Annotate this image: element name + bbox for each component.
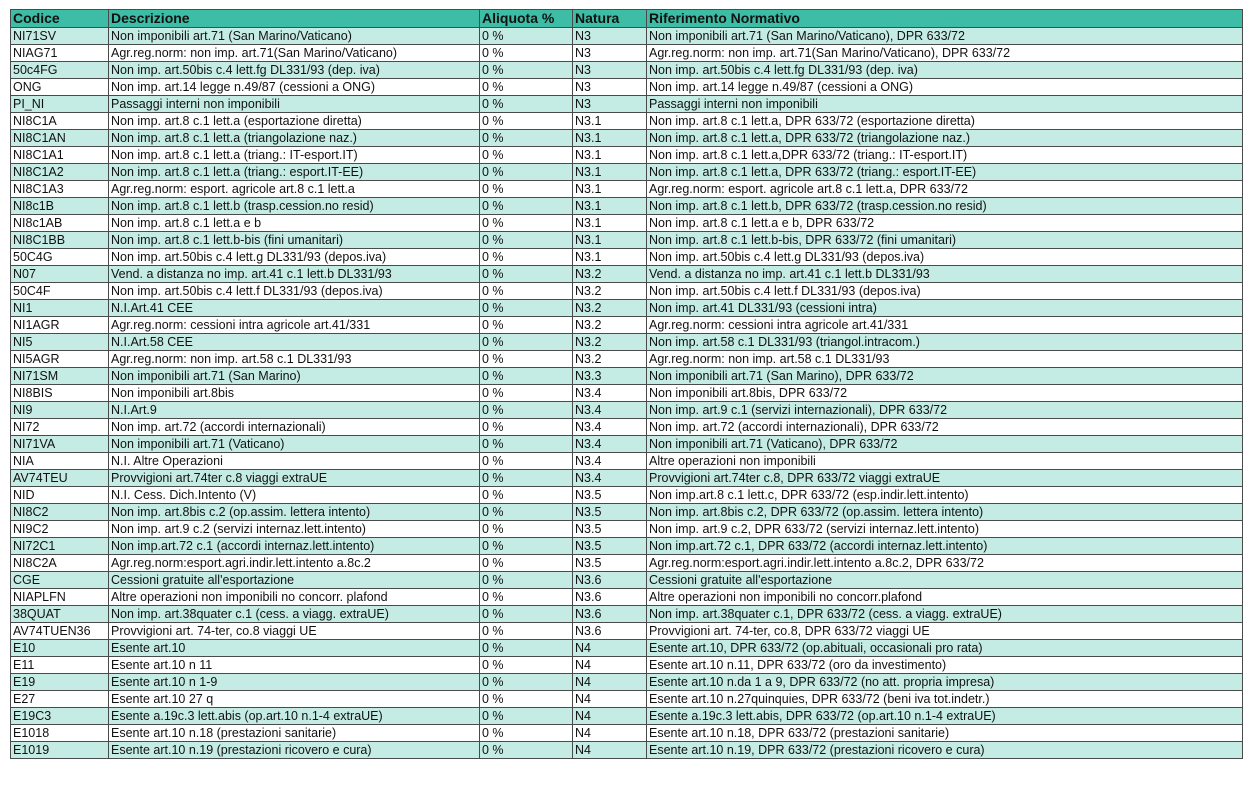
cell-aliquota[interactable]: 0 % [480, 28, 573, 45]
cell-aliquota[interactable]: 0 % [480, 470, 573, 487]
table-row[interactable] [11, 79, 1243, 96]
table-row[interactable] [11, 674, 1243, 691]
cell-aliquota[interactable]: 0 % [480, 334, 573, 351]
table-row[interactable] [11, 419, 1243, 436]
cell-aliquota[interactable]: 0 % [480, 45, 573, 62]
cell-codice[interactable]: NI71VA [11, 436, 109, 453]
cell-aliquota[interactable]: 0 % [480, 640, 573, 657]
cell-aliquota[interactable]: 0 % [480, 555, 573, 572]
cell-riferimento[interactable]: Non imp.art.72 c.1, DPR 633/72 (accordi internaz.lett.intento) [647, 538, 1243, 555]
cell-codice[interactable]: NI9 [11, 402, 109, 419]
table-row[interactable] [11, 130, 1243, 147]
cell-natura[interactable]: N3.5 [573, 504, 647, 521]
header-aliquota: Aliquota % [480, 10, 573, 28]
cell-codice[interactable]: NI8C1A [11, 113, 109, 130]
cell-codice[interactable]: NI8c1B [11, 198, 109, 215]
cell-aliquota[interactable]: 0 % [480, 79, 573, 96]
cell-codice[interactable]: NI72 [11, 419, 109, 436]
cell-riferimento[interactable]: Esente art.10 n.18, DPR 633/72 (prestazioni sanitarie) [647, 725, 1243, 742]
table-row[interactable] [11, 521, 1243, 538]
cell-riferimento[interactable]: Non imp. art.8 c.1 lett.a, DPR 633/72 (triang.: esport.IT-EE) [647, 164, 1243, 181]
cell-descrizione[interactable]: N.I.Art.58 CEE [109, 334, 480, 351]
cell-descrizione[interactable]: Non imp. art.50bis c.4 lett.fg DL331/93 (dep. iva) [109, 62, 480, 79]
cell-riferimento[interactable]: Non imponibili art.8bis, DPR 633/72 [647, 385, 1243, 402]
cell-aliquota[interactable]: 0 % [480, 266, 573, 283]
cell-riferimento[interactable]: Non imp. art.50bis c.4 lett.f DL331/93 (depos.iva) [647, 283, 1243, 300]
cell-codice[interactable]: NI8C1A1 [11, 147, 109, 164]
cell-natura[interactable]: N3.4 [573, 385, 647, 402]
cell-natura[interactable]: N3 [573, 45, 647, 62]
table-row[interactable] [11, 317, 1243, 334]
table-row[interactable] [11, 504, 1243, 521]
cell-codice[interactable]: NIAPLFN [11, 589, 109, 606]
table-row[interactable] [11, 436, 1243, 453]
cell-aliquota[interactable]: 0 % [480, 538, 573, 555]
cell-descrizione[interactable]: Non imp. art.8 c.1 lett.b (trasp.cession.no resid) [109, 198, 480, 215]
table-row[interactable] [11, 555, 1243, 572]
cell-natura[interactable]: N3.1 [573, 113, 647, 130]
cell-natura[interactable]: N3.4 [573, 419, 647, 436]
cell-riferimento[interactable]: Non imp. art.50bis c.4 lett.fg DL331/93 (dep. iva) [647, 62, 1243, 79]
cell-natura[interactable]: N4 [573, 657, 647, 674]
table-row[interactable] [11, 147, 1243, 164]
table-row[interactable] [11, 164, 1243, 181]
cell-riferimento[interactable]: Agr.reg.norm: cessioni intra agricole art.41/331 [647, 317, 1243, 334]
cell-descrizione[interactable]: Non imp. art.8 c.1 lett.b-bis (fini umanitari) [109, 232, 480, 249]
cell-aliquota[interactable]: 0 % [480, 198, 573, 215]
cell-riferimento[interactable]: Non imponibili art.71 (San Marino), DPR 633/72 [647, 368, 1243, 385]
cell-descrizione[interactable]: Altre operazioni non imponibili no concorr. plafond [109, 589, 480, 606]
cell-natura[interactable]: N4 [573, 674, 647, 691]
vat-codes-sheet [10, 9, 1243, 759]
cell-aliquota[interactable]: 0 % [480, 283, 573, 300]
table-row[interactable] [11, 334, 1243, 351]
cell-riferimento[interactable]: Esente art.10, DPR 633/72 (op.abituali, occasionali pro rata) [647, 640, 1243, 657]
cell-aliquota[interactable]: 0 % [480, 130, 573, 147]
cell-codice[interactable]: 50c4FG [11, 62, 109, 79]
cell-riferimento[interactable]: Esente a.19c.3 lett.abis, DPR 633/72 (op.art.10 n.1-4 extraUE) [647, 708, 1243, 725]
header-descrizione: Descrizione [109, 10, 480, 28]
cell-natura[interactable]: N3.4 [573, 402, 647, 419]
cell-aliquota[interactable]: 0 % [480, 708, 573, 725]
header-riferimento: Riferimento Normativo [647, 10, 1243, 28]
cell-descrizione[interactable]: Esente art.10 27 q [109, 691, 480, 708]
cell-riferimento[interactable]: Non imponibili art.71 (Vaticano), DPR 633/72 [647, 436, 1243, 453]
table-row[interactable] [11, 640, 1243, 657]
vat-codes-table [10, 9, 1243, 759]
cell-codice[interactable]: N07 [11, 266, 109, 283]
cell-descrizione[interactable]: Provvigioni art. 74-ter, co.8 viaggi UE [109, 623, 480, 640]
cell-aliquota[interactable]: 0 % [480, 623, 573, 640]
cell-riferimento[interactable]: Agr.reg.norm:esport.agri.indir.lett.intento a.8c.2, DPR 633/72 [647, 555, 1243, 572]
cell-natura[interactable]: N4 [573, 640, 647, 657]
table-row[interactable] [11, 300, 1243, 317]
table-row[interactable] [11, 725, 1243, 742]
cell-codice[interactable]: NI8C1A2 [11, 164, 109, 181]
cell-riferimento[interactable]: Non imp. art.41 DL331/93 (cessioni intra) [647, 300, 1243, 317]
cell-aliquota[interactable]: 0 % [480, 147, 573, 164]
table-row[interactable] [11, 113, 1243, 130]
cell-codice[interactable]: E11 [11, 657, 109, 674]
cell-descrizione[interactable]: N.I.Art.41 CEE [109, 300, 480, 317]
cell-natura[interactable]: N3.6 [573, 606, 647, 623]
cell-aliquota[interactable]: 0 % [480, 215, 573, 232]
cell-aliquota[interactable]: 0 % [480, 436, 573, 453]
cell-codice[interactable]: NI8C2A [11, 555, 109, 572]
cell-aliquota[interactable]: 0 % [480, 657, 573, 674]
cell-riferimento[interactable]: Esente art.10 n.11, DPR 633/72 (oro da investimento) [647, 657, 1243, 674]
cell-descrizione[interactable]: Passaggi interni non imponibili [109, 96, 480, 113]
cell-aliquota[interactable]: 0 % [480, 164, 573, 181]
cell-descrizione[interactable]: Non imp. art.9 c.2 (servizi internaz.lett.intento) [109, 521, 480, 538]
cell-natura[interactable]: N3.1 [573, 198, 647, 215]
cell-natura[interactable]: N3.1 [573, 164, 647, 181]
cell-codice[interactable]: NI8C1AN [11, 130, 109, 147]
table-row[interactable] [11, 572, 1243, 589]
cell-codice[interactable]: NI1 [11, 300, 109, 317]
cell-riferimento[interactable]: Non imp. art.72 (accordi internazionali), DPR 633/72 [647, 419, 1243, 436]
cell-aliquota[interactable]: 0 % [480, 113, 573, 130]
cell-codice[interactable]: NID [11, 487, 109, 504]
cell-codice[interactable]: 50C4G [11, 249, 109, 266]
table-row[interactable] [11, 368, 1243, 385]
cell-descrizione[interactable]: Non imp. art.8 c.1 lett.a (triangolazione naz.) [109, 130, 480, 147]
cell-aliquota[interactable]: 0 % [480, 606, 573, 623]
cell-descrizione[interactable]: Non imp. art.8 c.1 lett.a (triang.: IT-esport.IT) [109, 147, 480, 164]
cell-riferimento[interactable]: Esente art.10 n.19, DPR 633/72 (prestazioni ricovero e cura) [647, 742, 1243, 759]
cell-riferimento[interactable]: Non imp. art.8 c.1 lett.a, DPR 633/72 (esportazione diretta) [647, 113, 1243, 130]
cell-descrizione[interactable]: Agr.reg.norm: esport. agricole art.8 c.1 lett.a [109, 181, 480, 198]
cell-riferimento[interactable]: Non imp. art.8bis c.2, DPR 633/72 (op.assim. lettera intento) [647, 504, 1243, 521]
cell-descrizione[interactable]: N.I.Art.9 [109, 402, 480, 419]
cell-codice[interactable]: E10 [11, 640, 109, 657]
cell-natura[interactable]: N3.6 [573, 589, 647, 606]
cell-natura[interactable]: N4 [573, 742, 647, 759]
table-row[interactable] [11, 351, 1243, 368]
cell-aliquota[interactable]: 0 % [480, 402, 573, 419]
cell-natura[interactable]: N3.1 [573, 147, 647, 164]
cell-descrizione[interactable]: Non imp. art.14 legge n.49/87 (cessioni a ONG) [109, 79, 480, 96]
cell-aliquota[interactable]: 0 % [480, 691, 573, 708]
cell-riferimento[interactable]: Non imponibili art.71 (San Marino/Vaticano), DPR 633/72 [647, 28, 1243, 45]
cell-natura[interactable]: N4 [573, 708, 647, 725]
table-row[interactable] [11, 215, 1243, 232]
table-row[interactable] [11, 283, 1243, 300]
cell-codice[interactable]: 50C4F [11, 283, 109, 300]
table-row[interactable] [11, 538, 1243, 555]
cell-riferimento[interactable]: Non imp. art.8 c.1 lett.a, DPR 633/72 (triangolazione naz.) [647, 130, 1243, 147]
cell-descrizione[interactable]: Esente art.10 n.19 (prestazioni ricovero e cura) [109, 742, 480, 759]
cell-natura[interactable]: N3.1 [573, 249, 647, 266]
table-body [11, 28, 1243, 759]
cell-natura[interactable]: N3.3 [573, 368, 647, 385]
cell-natura[interactable]: N3 [573, 96, 647, 113]
cell-riferimento[interactable]: Non imp. art.8 c.1 lett.b, DPR 633/72 (trasp.cession.no resid) [647, 198, 1243, 215]
cell-natura[interactable]: N3.4 [573, 453, 647, 470]
cell-descrizione[interactable]: Non imponibili art.71 (San Marino/Vaticano) [109, 28, 480, 45]
cell-aliquota[interactable]: 0 % [480, 181, 573, 198]
cell-aliquota[interactable]: 0 % [480, 487, 573, 504]
cell-codice[interactable]: NI5AGR [11, 351, 109, 368]
cell-aliquota[interactable]: 0 % [480, 232, 573, 249]
cell-natura[interactable]: N3.1 [573, 130, 647, 147]
table-row[interactable] [11, 232, 1243, 249]
table-row[interactable] [11, 623, 1243, 640]
cell-aliquota[interactable]: 0 % [480, 249, 573, 266]
table-row[interactable] [11, 62, 1243, 79]
cell-descrizione[interactable]: Non imponibili art.71 (San Marino) [109, 368, 480, 385]
table-row[interactable] [11, 708, 1243, 725]
cell-codice[interactable]: NIA [11, 453, 109, 470]
cell-natura[interactable]: N3.5 [573, 538, 647, 555]
cell-codice[interactable]: NI1AGR [11, 317, 109, 334]
cell-natura[interactable]: N3.6 [573, 572, 647, 589]
cell-natura[interactable]: N3 [573, 79, 647, 96]
cell-codice[interactable]: E19 [11, 674, 109, 691]
table-row[interactable] [11, 198, 1243, 215]
cell-riferimento[interactable]: Provvigioni art.74ter c.8, DPR 633/72 viaggi extraUE [647, 470, 1243, 487]
cell-riferimento[interactable]: Non imp. art.50bis c.4 lett.g DL331/93 (depos.iva) [647, 249, 1243, 266]
cell-descrizione[interactable]: Agr.reg.norm: cessioni intra agricole art.41/331 [109, 317, 480, 334]
cell-natura[interactable]: N3.1 [573, 215, 647, 232]
header-codice: Codice [11, 10, 109, 28]
cell-natura[interactable]: N3.1 [573, 232, 647, 249]
cell-descrizione[interactable]: Esente art.10 n.18 (prestazioni sanitarie) [109, 725, 480, 742]
cell-natura[interactable]: N3.6 [573, 623, 647, 640]
cell-aliquota[interactable]: 0 % [480, 742, 573, 759]
cell-descrizione[interactable]: Non imp. art.50bis c.4 lett.f DL331/93 (depos.iva) [109, 283, 480, 300]
cell-aliquota[interactable]: 0 % [480, 504, 573, 521]
cell-natura[interactable]: N3.2 [573, 266, 647, 283]
cell-natura[interactable]: N3.2 [573, 300, 647, 317]
cell-aliquota[interactable]: 0 % [480, 589, 573, 606]
cell-natura[interactable]: N3.4 [573, 470, 647, 487]
cell-riferimento[interactable]: Altre operazioni non imponibili [647, 453, 1243, 470]
cell-riferimento[interactable]: Passaggi interni non imponibili [647, 96, 1243, 113]
cell-natura[interactable]: N3.2 [573, 317, 647, 334]
cell-riferimento[interactable]: Non imp. art.14 legge n.49/87 (cessioni a ONG) [647, 79, 1243, 96]
cell-natura[interactable]: N3.5 [573, 487, 647, 504]
cell-natura[interactable]: N3.2 [573, 351, 647, 368]
cell-natura[interactable]: N3.2 [573, 283, 647, 300]
cell-codice[interactable]: E19C3 [11, 708, 109, 725]
cell-natura[interactable]: N3 [573, 62, 647, 79]
cell-aliquota[interactable]: 0 % [480, 385, 573, 402]
cell-riferimento[interactable]: Non imp. art.8 c.1 lett.b-bis, DPR 633/72 (fini umanitari) [647, 232, 1243, 249]
header-row [11, 10, 1243, 28]
cell-aliquota[interactable]: 0 % [480, 300, 573, 317]
cell-aliquota[interactable]: 0 % [480, 317, 573, 334]
table-row[interactable] [11, 657, 1243, 674]
cell-descrizione[interactable]: Non imp. art.8 c.1 lett.a e b [109, 215, 480, 232]
cell-descrizione[interactable]: Non imp. art.38quater c.1 (cess. a viagg. extraUE) [109, 606, 480, 623]
table-row[interactable] [11, 742, 1243, 759]
table-row[interactable] [11, 266, 1243, 283]
cell-codice[interactable]: NI8C1BB [11, 232, 109, 249]
cell-descrizione[interactable]: N.I. Cess. Dich.Intento (V) [109, 487, 480, 504]
cell-codice[interactable]: AV74TUEN36 [11, 623, 109, 640]
cell-aliquota[interactable]: 0 % [480, 96, 573, 113]
cell-codice[interactable]: NI71SM [11, 368, 109, 385]
cell-descrizione[interactable]: Non imp. art.72 (accordi internazionali) [109, 419, 480, 436]
cell-riferimento[interactable]: Non imp. art.9 c.2, DPR 633/72 (servizi internaz.lett.intento) [647, 521, 1243, 538]
cell-descrizione[interactable]: Agr.reg.norm:esport.agri.indir.lett.intento a.8c.2 [109, 555, 480, 572]
table-row[interactable] [11, 96, 1243, 113]
table-row[interactable] [11, 385, 1243, 402]
cell-riferimento[interactable]: Non imp. art.38quater c.1, DPR 633/72 (cess. a viagg. extraUE) [647, 606, 1243, 623]
cell-codice[interactable]: PI_NI [11, 96, 109, 113]
cell-riferimento[interactable]: Provvigioni art. 74-ter, co.8, DPR 633/72 viaggi UE [647, 623, 1243, 640]
table-row[interactable] [11, 402, 1243, 419]
table-row[interactable] [11, 487, 1243, 504]
table-row[interactable] [11, 249, 1243, 266]
cell-descrizione[interactable]: Non imp. art.50bis c.4 lett.g DL331/93 (depos.iva) [109, 249, 480, 266]
cell-codice[interactable]: E27 [11, 691, 109, 708]
cell-descrizione[interactable]: Agr.reg.norm: non imp. art.71(San Marino/Vaticano) [109, 45, 480, 62]
table-row[interactable] [11, 45, 1243, 62]
cell-descrizione[interactable]: Non imp. art.8bis c.2 (op.assim. lettera intento) [109, 504, 480, 521]
cell-descrizione[interactable]: N.I. Altre Operazioni [109, 453, 480, 470]
cell-codice[interactable]: E1018 [11, 725, 109, 742]
cell-riferimento[interactable]: Vend. a distanza no imp. art.41 c.1 lett.b DL331/93 [647, 266, 1243, 283]
cell-codice[interactable]: NI72C1 [11, 538, 109, 555]
cell-riferimento[interactable]: Non imp. art.8 c.1 lett.a e b, DPR 633/72 [647, 215, 1243, 232]
cell-natura[interactable]: N4 [573, 691, 647, 708]
cell-natura[interactable]: N3.1 [573, 181, 647, 198]
cell-riferimento[interactable]: Non imp. art.9 c.1 (servizi internazionali), DPR 633/72 [647, 402, 1243, 419]
cell-aliquota[interactable]: 0 % [480, 725, 573, 742]
cell-descrizione[interactable]: Esente art.10 n 1-9 [109, 674, 480, 691]
table-row[interactable] [11, 181, 1243, 198]
cell-riferimento[interactable]: Agr.reg.norm: non imp. art.71(San Marino/Vaticano), DPR 633/72 [647, 45, 1243, 62]
cell-descrizione[interactable]: Esente a.19c.3 lett.abis (op.art.10 n.1-4 extraUE) [109, 708, 480, 725]
cell-codice[interactable]: E1019 [11, 742, 109, 759]
cell-natura[interactable]: N4 [573, 725, 647, 742]
cell-descrizione[interactable]: Provvigioni art.74ter c.8 viaggi extraUE [109, 470, 480, 487]
cell-natura[interactable]: N3.2 [573, 334, 647, 351]
cell-descrizione[interactable]: Non imponibili art.8bis [109, 385, 480, 402]
cell-natura[interactable]: N3 [573, 28, 647, 45]
cell-riferimento[interactable]: Non imp. art.8 c.1 lett.a,DPR 633/72 (triang.: IT-esport.IT) [647, 147, 1243, 164]
cell-codice[interactable]: NI9C2 [11, 521, 109, 538]
cell-codice[interactable]: NI5 [11, 334, 109, 351]
table-row[interactable] [11, 691, 1243, 708]
cell-descrizione[interactable]: Non imp.art.72 c.1 (accordi internaz.lett.intento) [109, 538, 480, 555]
cell-codice[interactable]: NI8c1AB [11, 215, 109, 232]
cell-riferimento[interactable]: Agr.reg.norm: non imp. art.58 c.1 DL331/93 [647, 351, 1243, 368]
cell-riferimento[interactable]: Esente art.10 n.da 1 a 9, DPR 633/72 (no att. propria impresa) [647, 674, 1243, 691]
cell-descrizione[interactable]: Vend. a distanza no imp. art.41 c.1 lett.b DL331/93 [109, 266, 480, 283]
cell-riferimento[interactable]: Esente art.10 n.27quinquies, DPR 633/72 (beni iva tot.indetr.) [647, 691, 1243, 708]
cell-riferimento[interactable]: Altre operazioni non imponibili no concorr.plafond [647, 589, 1243, 606]
cell-natura[interactable]: N3.5 [573, 521, 647, 538]
cell-descrizione[interactable]: Cessioni gratuite all'esportazione [109, 572, 480, 589]
cell-aliquota[interactable]: 0 % [480, 674, 573, 691]
cell-codice[interactable]: CGE [11, 572, 109, 589]
cell-descrizione[interactable]: Esente art.10 [109, 640, 480, 657]
cell-codice[interactable]: AV74TEU [11, 470, 109, 487]
cell-codice[interactable]: 38QUAT [11, 606, 109, 623]
table-row[interactable] [11, 470, 1243, 487]
table-row[interactable] [11, 28, 1243, 45]
cell-aliquota[interactable]: 0 % [480, 368, 573, 385]
cell-codice[interactable]: NI8C2 [11, 504, 109, 521]
cell-aliquota[interactable]: 0 % [480, 521, 573, 538]
cell-riferimento[interactable]: Non imp.art.8 c.1 lett.c, DPR 633/72 (esp.indir.lett.intento) [647, 487, 1243, 504]
cell-riferimento[interactable]: Non imp. art.58 c.1 DL331/93 (triangol.intracom.) [647, 334, 1243, 351]
cell-natura[interactable]: N3.4 [573, 436, 647, 453]
cell-natura[interactable]: N3.5 [573, 555, 647, 572]
cell-descrizione[interactable]: Non imponibili art.71 (Vaticano) [109, 436, 480, 453]
cell-codice[interactable]: ONG [11, 79, 109, 96]
cell-riferimento[interactable]: Agr.reg.norm: esport. agricole art.8 c.1 lett.a, DPR 633/72 [647, 181, 1243, 198]
cell-aliquota[interactable]: 0 % [480, 62, 573, 79]
cell-descrizione[interactable]: Non imp. art.8 c.1 lett.a (esportazione diretta) [109, 113, 480, 130]
cell-descrizione[interactable]: Esente art.10 n 11 [109, 657, 480, 674]
cell-aliquota[interactable]: 0 % [480, 419, 573, 436]
cell-codice[interactable]: NI8BIS [11, 385, 109, 402]
cell-aliquota[interactable]: 0 % [480, 453, 573, 470]
table-row[interactable] [11, 606, 1243, 623]
cell-descrizione[interactable]: Non imp. art.8 c.1 lett.a (triang.: esport.IT-EE) [109, 164, 480, 181]
cell-codice[interactable]: NIAG71 [11, 45, 109, 62]
cell-riferimento[interactable]: Cessioni gratuite all'esportazione [647, 572, 1243, 589]
header-natura: Natura [573, 10, 647, 28]
cell-codice[interactable]: NI8C1A3 [11, 181, 109, 198]
table-row[interactable] [11, 589, 1243, 606]
cell-aliquota[interactable]: 0 % [480, 351, 573, 368]
cell-codice[interactable]: NI71SV [11, 28, 109, 45]
table-row[interactable] [11, 453, 1243, 470]
cell-aliquota[interactable]: 0 % [480, 572, 573, 589]
cell-descrizione[interactable]: Agr.reg.norm: non imp. art.58 c.1 DL331/93 [109, 351, 480, 368]
